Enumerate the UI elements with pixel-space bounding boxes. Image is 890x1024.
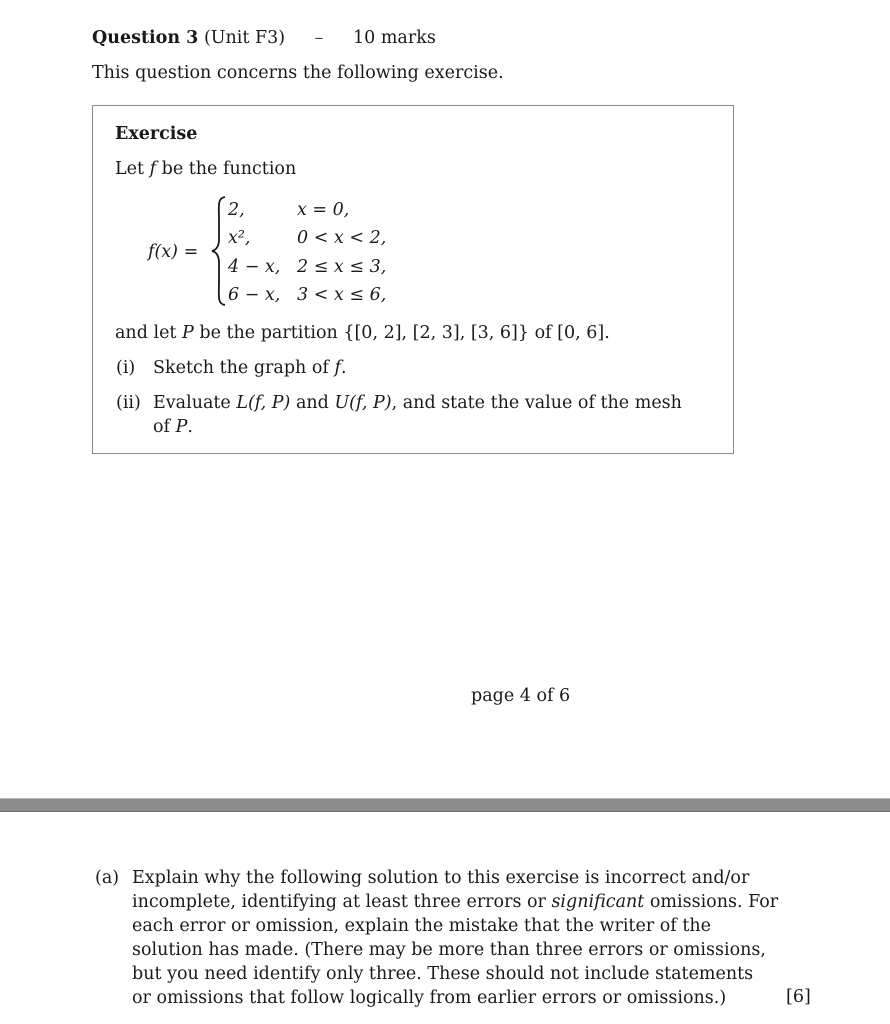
case-condition: 0 < x < 2, — [297, 228, 387, 248]
marks-label: [6] — [786, 987, 811, 1007]
question-marks: 10 marks — [353, 28, 436, 48]
partition-prefix: and let — [115, 323, 183, 343]
item-text-prefix: Sketch the graph of — [153, 358, 335, 378]
case-condition: 3 < x ≤ 6, — [297, 285, 387, 305]
part-a-line — [132, 891, 778, 913]
partition-var: P — [175, 417, 188, 437]
separator: – — [314, 28, 324, 48]
exercise-heading: Exercise — [115, 124, 198, 144]
partition-line — [115, 322, 610, 344]
part-a-text: incomplete, identifying at least three errors or — [132, 892, 552, 912]
case-value: 2, — [228, 200, 245, 220]
item-text-part: of — [153, 417, 176, 437]
item-text-suffix: . — [340, 358, 347, 378]
upper-sum: U(f, P) — [334, 393, 392, 413]
item-label: (i) — [116, 358, 136, 378]
question-intro: This question concerns the following exercise. — [92, 63, 504, 83]
case-value: x², — [228, 228, 251, 248]
item-text-part: and — [290, 393, 335, 413]
page-divider — [0, 798, 890, 812]
question-unit: (Unit F3) — [203, 28, 286, 48]
case-condition: 2 ≤ x ≤ 3, — [297, 257, 387, 277]
let-prefix: Let — [115, 159, 150, 179]
part-a-line: but you need identify only three. These should not include statements — [132, 964, 754, 984]
item-text — [153, 357, 347, 379]
case-value: 6 − x, — [228, 285, 281, 305]
item-text-part: , and state the value of the mesh — [391, 393, 682, 413]
item-text-part: Evaluate — [153, 393, 237, 413]
part-a-line: or omissions that follow logically from earlier errors or omissions.) — [132, 988, 727, 1008]
part-a-label: (a) — [95, 868, 120, 888]
let-var: f — [149, 159, 157, 179]
item-text — [153, 392, 682, 414]
partition-var: P — [182, 323, 194, 343]
case-condition: x = 0, — [297, 200, 350, 220]
case-value: 4 − x, — [228, 257, 281, 277]
part-a-text: omissions. For — [644, 892, 779, 912]
item-text-part: . — [187, 417, 193, 437]
item-text-continued — [153, 416, 193, 438]
let-line — [115, 158, 296, 180]
part-a-line: Explain why the following solution to this exercise is incorrect and/or — [132, 868, 750, 888]
left-brace-icon — [210, 195, 228, 307]
part-a-line: each error or omission, explain the mistake that the writer of the — [132, 916, 711, 936]
function-label: f(x) = — [148, 242, 199, 262]
item-text-var: f — [334, 358, 341, 378]
partition-text: be the partition {[0, 2], [2, 3], [3, 6]} of [0, 6]. — [193, 323, 610, 343]
item-label: (ii) — [116, 393, 141, 413]
question-header — [92, 27, 436, 49]
question-title: Question 3 — [92, 28, 199, 48]
emphasis: significant — [551, 892, 645, 912]
lower-sum: L(f, P) — [236, 393, 291, 413]
let-suffix: be the function — [156, 159, 297, 179]
part-a-line: solution has made. (There may be more than three errors or omissions, — [132, 940, 766, 960]
page-number: page 4 of 6 — [471, 686, 571, 706]
